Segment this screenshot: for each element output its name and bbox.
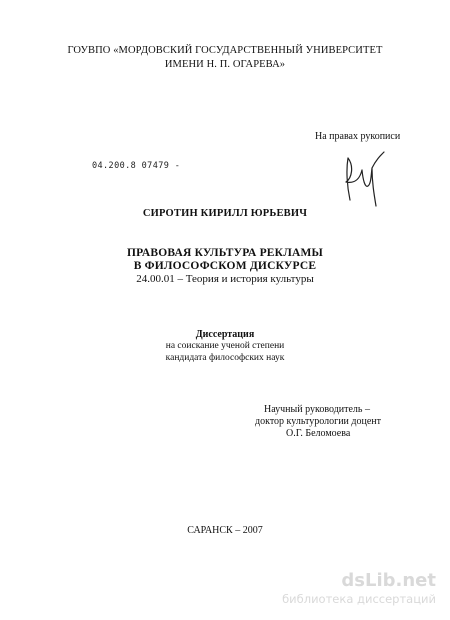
watermark bbox=[282, 572, 436, 606]
library-stamp-number: 04.200.8 07479 - bbox=[92, 161, 181, 171]
watermark-logo: dsLib.net bbox=[341, 570, 436, 591]
watermark-subtitle: библиотека диссертаций bbox=[282, 592, 436, 606]
thesis-title-line-1: ПРАВОВАЯ КУЛЬТУРА РЕКЛАМЫ bbox=[126, 247, 324, 259]
signature-image bbox=[338, 148, 386, 210]
advisor-degree: доктор культурологии доцент bbox=[255, 416, 382, 427]
thesis-title-line-2: В ФИЛОСОФСКОМ ДИСКУРСЕ bbox=[133, 260, 317, 272]
specialty-code: 24.00.01 – Теория и история культуры bbox=[136, 273, 314, 285]
dissertation-label: Диссертация bbox=[195, 329, 255, 340]
org-name-line-2: ИМЕНИ Н. П. ОГАРЕВА» bbox=[164, 59, 286, 70]
rights-note: На правах рукописи bbox=[315, 131, 401, 142]
degree-line-1: на соискание ученой степени bbox=[165, 341, 285, 351]
advisor-label: Научный руководитель – bbox=[264, 404, 370, 415]
city-year: САРАНСК – 2007 bbox=[187, 525, 263, 536]
advisor-name: О.Г. Беломоева bbox=[286, 428, 351, 439]
org-name-line-1: ГОУВПО «МОРДОВСКИЙ ГОСУДАРСТВЕННЫЙ УНИВЕРСИТЕТ bbox=[67, 45, 383, 56]
degree-line-2: кандидата философских наук bbox=[165, 353, 285, 363]
author-name: СИРОТИН КИРИЛЛ ЮРЬЕВИЧ bbox=[142, 208, 308, 219]
